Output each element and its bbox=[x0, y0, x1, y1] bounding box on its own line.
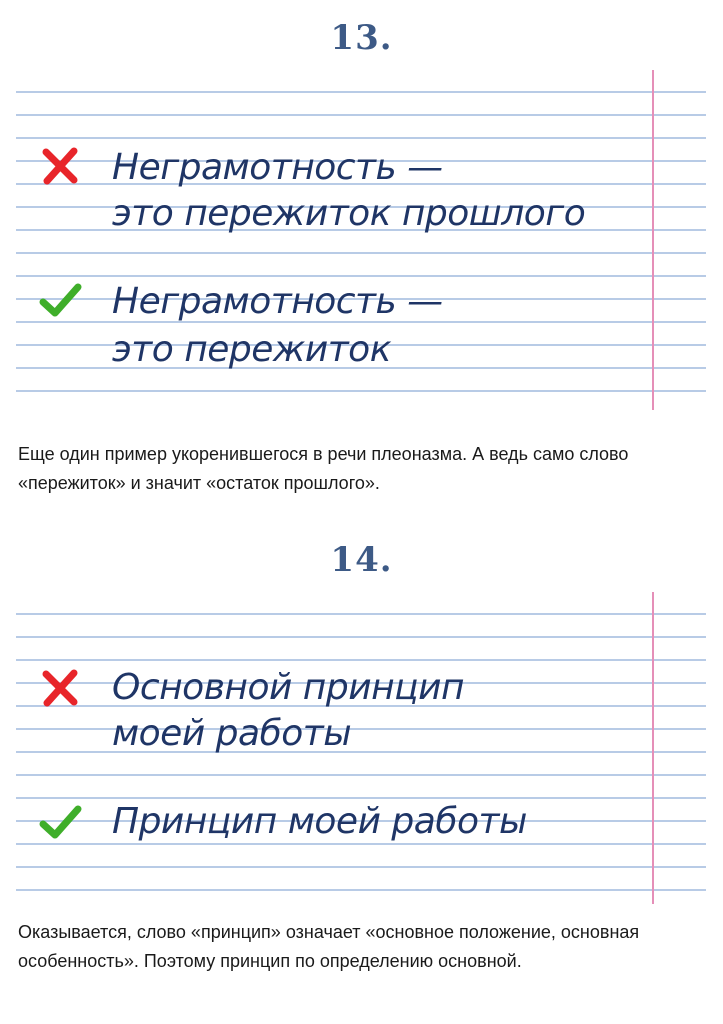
section-number-14: 14. bbox=[330, 540, 393, 580]
check-icon bbox=[38, 800, 82, 844]
right-example-line-1: Принцип моей работы bbox=[112, 801, 527, 842]
caption-13: Еще один пример укоренившегося в речи плеоназма. А ведь само слово «пережиток» и значит «остаток прошлого». bbox=[18, 444, 629, 493]
check-icon bbox=[38, 278, 82, 322]
right-example-line-1: Неграмотность — bbox=[112, 281, 443, 322]
caption-14: Оказывается, слово «принцип» означает «основное положение, основная особенность». Поэтому принцип по определению основной. bbox=[18, 922, 640, 971]
cross-icon bbox=[38, 144, 82, 188]
margin-line bbox=[652, 70, 654, 410]
notebook-paper-14 bbox=[16, 592, 706, 904]
right-example-line-2: это пережиток bbox=[112, 329, 391, 370]
notebook-paper-13 bbox=[16, 70, 706, 410]
wrong-example-line-1: Основной принцип bbox=[112, 667, 465, 708]
wrong-example-line-2: моей работы bbox=[112, 713, 352, 754]
margin-line bbox=[652, 592, 654, 904]
section-number-13: 13. bbox=[330, 18, 393, 58]
wrong-example-line-2: это пережиток прошлого bbox=[112, 193, 586, 234]
cross-icon bbox=[38, 666, 82, 710]
wrong-example-line-1: Неграмотность — bbox=[112, 147, 443, 188]
